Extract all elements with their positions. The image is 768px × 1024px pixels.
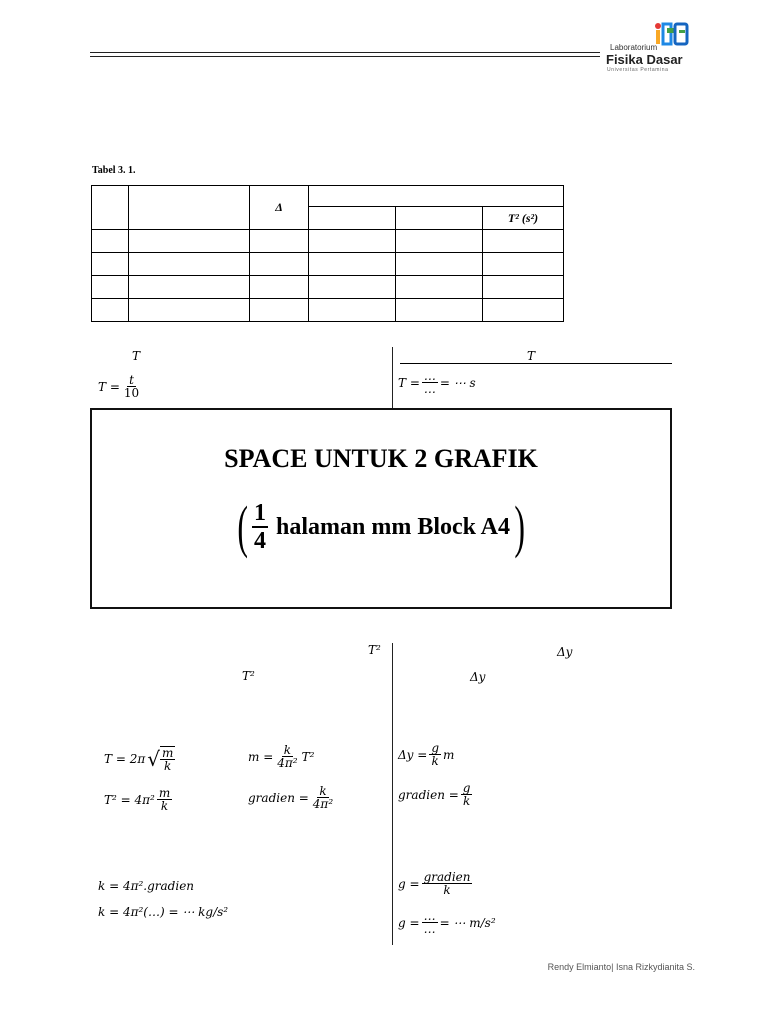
- formula-lhs: g =: [398, 915, 420, 930]
- formula-lhs: T² = 4π²: [104, 792, 155, 807]
- sqrt-fraction: [160, 746, 175, 772]
- formula-k-result: k = 4π²(…) = ⋯ kg/s²: [98, 905, 229, 919]
- frac-den: 4: [253, 528, 266, 554]
- table-row: [92, 253, 564, 276]
- frac-num: m: [161, 746, 174, 760]
- table-cell: [309, 207, 396, 230]
- fraction: [252, 500, 268, 554]
- formula-g-result: [398, 910, 496, 935]
- right-top-rule: [400, 363, 672, 364]
- table-header-delta: Δ: [250, 186, 309, 230]
- formula-lhs: gradien =: [248, 790, 309, 805]
- formula-lhs: T =: [398, 375, 420, 390]
- formula-delta-y: [398, 742, 454, 767]
- table-caption: Tabel 3. 1.: [92, 165, 136, 176]
- formula-lhs: g =: [398, 876, 420, 891]
- formula-lhs: gradien =: [398, 787, 459, 802]
- frac-num: …: [423, 369, 436, 383]
- sqrt-sign: √: [147, 747, 160, 771]
- table-cell: [92, 186, 129, 230]
- frac-num: m: [158, 786, 171, 800]
- delta-y-label-1: Δy: [557, 645, 573, 659]
- frac-den: k: [443, 883, 451, 897]
- frac-num: 1: [253, 500, 266, 526]
- right-paren: ): [514, 494, 525, 559]
- frac-den: k: [164, 759, 172, 773]
- frac-num: …: [423, 909, 436, 923]
- frac-den: 4π²: [277, 756, 298, 770]
- frac-den: 10: [123, 386, 140, 400]
- formula-gradient-left: [248, 785, 337, 810]
- column-divider-top: [392, 347, 393, 409]
- table-cell: [309, 186, 564, 207]
- frac-num: k: [319, 784, 327, 798]
- frac-den: k: [160, 799, 169, 813]
- table-row: [92, 230, 564, 253]
- lab-label: Laboratorium: [610, 43, 658, 52]
- period-formula-left: [98, 374, 143, 399]
- formula-lhs: T =: [98, 379, 120, 394]
- frac-num: k: [283, 743, 292, 757]
- formula-lhs: T = 2π: [104, 752, 146, 766]
- graph-space-box: [90, 408, 672, 609]
- delta-y-label-2: Δy: [470, 670, 486, 684]
- left-label-t: T: [132, 349, 141, 363]
- table-cell: [129, 186, 250, 230]
- brand-name: Fisika Dasar: [606, 52, 683, 67]
- data-table: [91, 185, 564, 322]
- formula-rhs: = ⋯ m/s²: [439, 915, 496, 930]
- formula-lhs: Δy =: [398, 747, 428, 762]
- frac-num: t: [129, 373, 134, 387]
- table-cell: [396, 207, 483, 230]
- footer-authors: Rendy Elmianto| Isna Rizkydianita S.: [547, 962, 695, 972]
- table-row: [92, 299, 564, 322]
- formula-gradient-right: [398, 782, 474, 807]
- university-name: Universitas Pertamina: [607, 67, 669, 73]
- frac-den: k: [431, 754, 439, 768]
- graph-space-title: SPACE UNTUK 2 GRAFIK: [224, 444, 538, 473]
- formula-lhs: m =: [248, 749, 274, 764]
- frac-den: …: [423, 382, 436, 396]
- formula-mass: [248, 744, 314, 769]
- frac-den: …: [423, 922, 436, 936]
- formula-g-gradient: [398, 871, 474, 896]
- table-row: [92, 276, 564, 299]
- table-header-t2: T² (s²): [483, 207, 564, 230]
- formula-k-gradient: k = 4π².gradien: [98, 879, 195, 893]
- header-rule-thin: [90, 56, 600, 57]
- formula-period-squared: [104, 787, 174, 812]
- frac-den: 4π²: [312, 797, 334, 811]
- frac-num: gradien: [423, 870, 471, 884]
- formula-rhs: m: [443, 747, 455, 762]
- t2-label-left: T²: [242, 669, 255, 683]
- frac-num: g: [462, 781, 471, 795]
- t2-label-right: T²: [368, 643, 381, 657]
- frac-num: g: [431, 741, 440, 755]
- lab-logo-icon: [653, 20, 691, 46]
- period-formula-right: [398, 370, 476, 395]
- graph-space-subtitle: [92, 494, 670, 559]
- header-rule-thick: [90, 52, 600, 53]
- left-paren: (: [237, 494, 248, 559]
- formula-rhs: = ⋯ s: [439, 375, 476, 390]
- column-divider-bottom: [392, 643, 393, 945]
- formula-rhs: T²: [301, 749, 315, 764]
- frac-den: k: [463, 794, 471, 808]
- right-label-t: T: [527, 349, 536, 363]
- subtitle-text: halaman mm Block A4: [275, 513, 511, 540]
- formula-period-sqrt: [104, 746, 177, 772]
